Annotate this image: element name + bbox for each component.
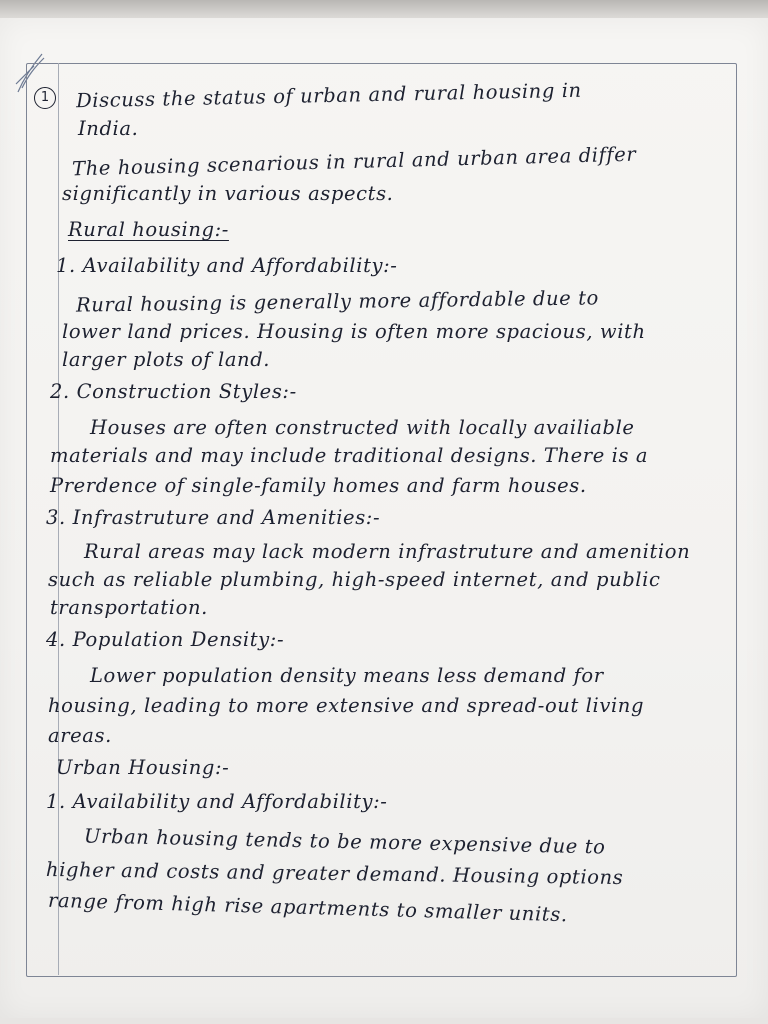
urban-point-1-line-3: range from high rise apartments to smaller units.	[47, 888, 569, 927]
rural-point-4-line-2: housing, leading to more extensive and spread-out living	[48, 694, 645, 717]
rural-point-1-line-3: larger plots of land.	[62, 348, 271, 371]
question-line-2: India.	[78, 117, 139, 140]
urban-point-1-line-2: higher and costs and greater demand. Housing options	[45, 857, 624, 890]
rural-point-1-heading: 1. Availability and Affordability:-	[56, 254, 398, 277]
rural-point-3-line-3: transportation.	[50, 596, 208, 619]
rural-point-1-line-1: Rural housing is generally more affordable due to	[75, 286, 600, 317]
intro-line-2: significantly in various aspects.	[62, 182, 394, 205]
rural-housing-heading: Rural housing:-	[68, 218, 229, 241]
rural-point-3-line-2: such as reliable plumbing, high-speed internet, and public	[48, 568, 661, 591]
rural-point-4-heading: 4. Population Density:-	[46, 628, 285, 651]
intro-line-1: The housing scenarious in rural and urban area differ	[71, 142, 637, 181]
rural-point-3-line-1: Rural areas may lack modern infrastruture and amenition	[84, 540, 691, 563]
rural-point-4-line-3: areas.	[48, 724, 112, 747]
question-number-circle: 1	[34, 87, 56, 109]
urban-point-1-line-1: Urban housing tends to be more expensive due to	[83, 824, 606, 859]
rural-point-3-heading: 3. Infrastruture and Amenities:-	[46, 506, 381, 529]
urban-point-1-heading: 1. Availability and Affordability:-	[46, 790, 388, 813]
rural-point-2-heading: 2. Construction Styles:-	[50, 380, 297, 403]
rural-point-1-line-2: lower land prices. Housing is often more spacious, with	[62, 320, 646, 343]
urban-housing-heading: Urban Housing:-	[56, 756, 230, 779]
rural-point-2-line-1: Houses are often constructed with locally availiable	[90, 416, 635, 439]
rural-point-4-line-1: Lower population density means less demand for	[90, 664, 604, 687]
question-line-1: Discuss the status of urban and rural housing in	[75, 78, 582, 113]
rural-point-2-line-2: materials and may include traditional designs. There is a	[50, 444, 649, 467]
rural-point-2-line-3: Prerdence of single-family homes and farm houses.	[50, 474, 587, 497]
